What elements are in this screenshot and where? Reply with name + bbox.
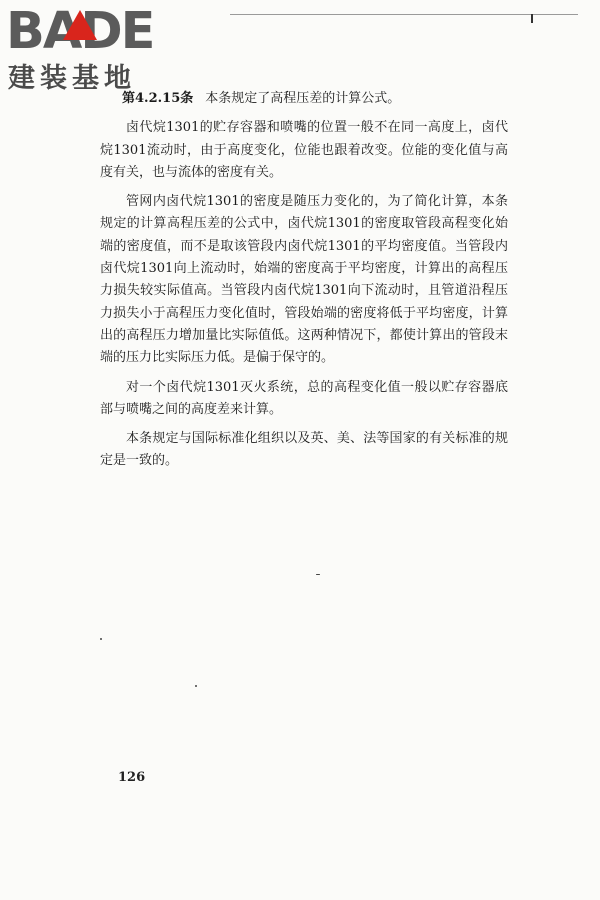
paragraph-3: 对一个卤代烷1301灭火系统，总的高程变化值一般以贮存容器底部与喷嘴之间的高度差来计算。 <box>100 379 508 417</box>
top-edge-mark <box>531 14 533 23</box>
paragraph-1: 卤代烷1301的贮存容器和喷嘴的位置一般不在同一高度上，卤代烷1301流动时，由于高度变化，位能也跟着改变。位能的变化值与高度有关，也与流体的密度有关。 <box>100 120 508 180</box>
document-body <box>100 88 508 480</box>
watermark-tagline: 建装基地 <box>8 63 136 94</box>
article-number: 第4.2.15条 <box>122 91 194 106</box>
top-edge-line <box>230 14 578 15</box>
watermark-accent-triangle <box>63 10 97 40</box>
page-number: 126 <box>118 770 146 785</box>
scan-speck <box>316 574 320 575</box>
scan-speck <box>195 685 197 687</box>
paragraph-4: 本条规定与国际标准化组织以及英、美、法等国家的有关标准的规定是一致的。 <box>100 431 508 469</box>
article-heading <box>100 88 508 110</box>
watermark-brand: BADE <box>6 2 154 61</box>
scan-speck <box>100 638 102 640</box>
article-title: 本条规定了高程压差的计算公式。 <box>205 91 401 106</box>
paragraph-2: 管网内卤代烷1301的密度是随压力变化的，为了简化计算，本条规定的计算高程压差的公式中，卤代烷1301的密度取管段高程变化始端的密度值，而不是取该管段内卤代烷1301的平均密度值。当管段内卤代烷1301向上流动时，始端的密度高于平均密度，计算出的高程压力损失较实际值高。当管段内卤代烷1301向下流动时，且管道沿程压力损失小于高程压力变化值时，管段始端的密度将低于平均密度，计算出的高程压力增加量比实际值低。这两种情况下，都使计算出的管段末端的压力比实际压力低。是偏于保守的。 <box>100 194 508 366</box>
